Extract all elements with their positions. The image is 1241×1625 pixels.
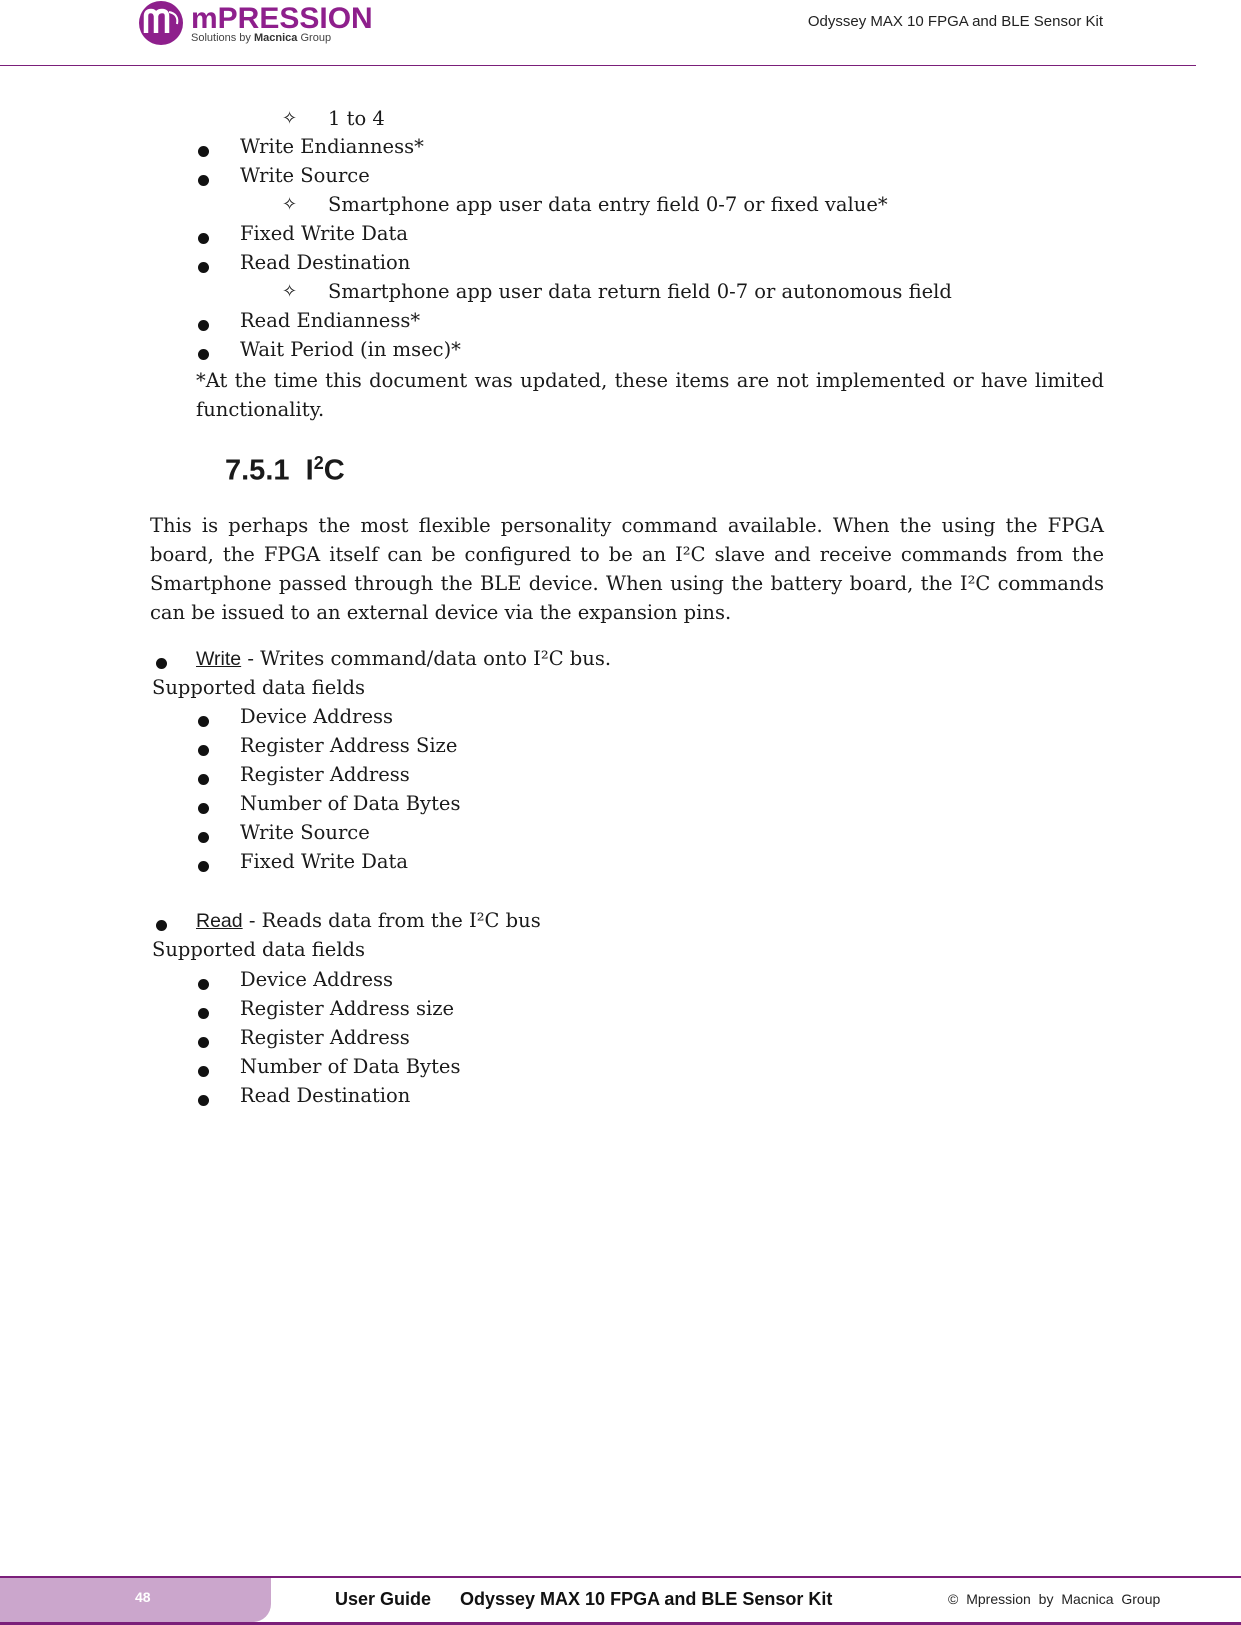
- list-item: Device Address: [240, 968, 394, 991]
- footnote-paragraph: *At the time this document was updated, these items are not implemented or have limited functionality.: [196, 369, 1104, 421]
- logo-tagline: Solutions by Macnica Group: [191, 32, 332, 44]
- bullet-icon: [198, 1066, 209, 1077]
- diamond-bullet-icon: ✧: [282, 194, 298, 215]
- list-item: Fixed Write Data: [240, 850, 409, 873]
- bullet-icon: [198, 832, 209, 843]
- header-doc-title: Odyssey MAX 10 FPGA and BLE Sensor Kit: [807, 13, 1103, 30]
- list-item: Write Endianness*: [240, 135, 424, 158]
- list-item: Write Source: [240, 164, 370, 187]
- supported-fields-label: Supported data fields: [152, 676, 366, 699]
- intro-paragraph: This is perhaps the most flexible personality command available. When the using the FPGA board, the FPGA itself can be configured to be an I²C slave and receive commands from the Smartphone passed through the BLE device. When using the battery board, the I²C commands can be issued to an external device via the expansion pins.: [150, 514, 1104, 624]
- bullet-icon: [198, 1008, 209, 1019]
- logo-wordmark: mPRESSION: [191, 2, 373, 35]
- list-item: Number of Data Bytes: [240, 792, 461, 815]
- list-item: 1 to 4: [328, 107, 385, 130]
- section-heading: 7.5.1 $I^2C$: [225, 453, 345, 487]
- page-number: 48: [135, 1589, 151, 1605]
- bullet-icon: [198, 979, 209, 990]
- list-item: Smartphone app user data return field 0-7 or autonomous field: [328, 280, 952, 303]
- list-item: Smartphone app user data entry field 0-7 or fixed value*: [328, 193, 888, 216]
- list-item: Read Destination: [240, 1084, 411, 1107]
- list-item: Write Source: [240, 821, 370, 844]
- list-item: Register Address Size: [240, 734, 458, 757]
- supported-fields-label: Supported data fields: [152, 938, 366, 961]
- bullet-icon: [198, 774, 209, 785]
- header-divider: [0, 65, 1196, 66]
- footer-kit-title: Odyssey MAX 10 FPGA and BLE Sensor Kit: [460, 1589, 833, 1609]
- bullet-icon: [198, 175, 209, 186]
- diamond-bullet-icon: ✧: [282, 108, 298, 129]
- list-item: Read Endianness*: [240, 309, 421, 332]
- bullet-icon: [198, 1095, 209, 1106]
- bullet-icon: [198, 349, 209, 360]
- logo-mark-icon: [137, 0, 189, 48]
- list-item: Register Address: [240, 1026, 410, 1049]
- bullet-icon: [198, 745, 209, 756]
- list-item: Device Address: [240, 705, 394, 728]
- footer-guide-label: User Guide: [335, 1589, 432, 1609]
- list-item: Number of Data Bytes: [240, 1055, 461, 1078]
- read-command-line: Read - Reads data from the I²C bus: [196, 909, 541, 932]
- bullet-icon: [198, 233, 209, 244]
- bullet-icon: [198, 262, 209, 273]
- list-item: Read Destination: [240, 251, 411, 274]
- bullet-icon: [156, 920, 167, 931]
- list-item: Register Address: [240, 763, 410, 786]
- footer-copyright: © Mpression by Macnica Group: [948, 1591, 1161, 1607]
- list-item: Register Address size: [240, 997, 455, 1020]
- bullet-icon: [198, 1037, 209, 1048]
- bullet-icon: [198, 803, 209, 814]
- bullet-icon: [156, 658, 167, 669]
- bullet-icon: [198, 716, 209, 727]
- diamond-bullet-icon: ✧: [282, 281, 298, 302]
- bullet-icon: [198, 861, 209, 872]
- list-item: Fixed Write Data: [240, 222, 409, 245]
- write-command-line: Write - Writes command/data onto I²C bus.: [196, 647, 612, 670]
- bullet-icon: [198, 320, 209, 331]
- bullet-icon: [198, 146, 209, 157]
- list-item: Wait Period (in msec)*: [240, 338, 461, 361]
- mpression-logo: [137, 0, 373, 48]
